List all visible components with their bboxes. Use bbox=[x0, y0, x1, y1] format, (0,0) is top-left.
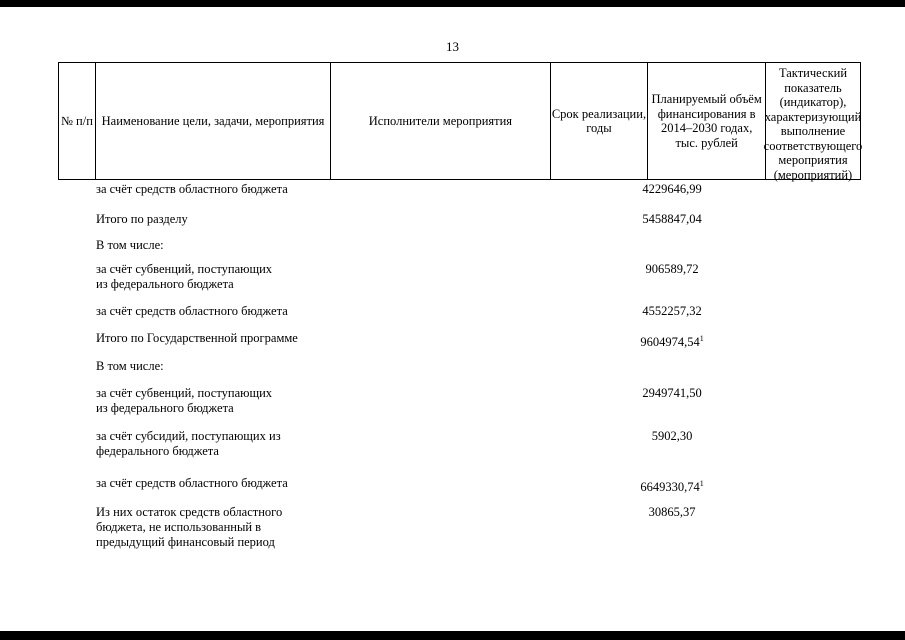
table-row bbox=[96, 262, 272, 292]
row-amount bbox=[627, 182, 717, 197]
table-row bbox=[96, 359, 164, 374]
row-label: за счёт средств областного бюджета bbox=[96, 182, 288, 196]
row-amount bbox=[627, 331, 717, 350]
row-amount-value: 5458847,04 bbox=[642, 212, 702, 226]
table-row bbox=[96, 238, 164, 253]
header-col-term-label: Срок реализации, годы bbox=[551, 106, 647, 135]
row-amount-value: 906589,72 bbox=[645, 262, 699, 276]
row-amount bbox=[627, 386, 717, 401]
row-amount bbox=[627, 262, 717, 277]
header-col-name-label: Наименование цели, задачи, мероприятия bbox=[101, 113, 325, 128]
row-label-line: за счёт субвенций, поступающих bbox=[96, 386, 273, 400]
row-label: Итого по Государственной программе bbox=[96, 331, 298, 345]
row-label-line: за счёт субсидий, поступающих из bbox=[96, 429, 281, 443]
header-col-number bbox=[59, 63, 96, 179]
row-amount-value: 4552257,32 bbox=[642, 304, 702, 318]
header-col-executors-label: Исполнители мероприятия bbox=[368, 113, 513, 128]
row-amount bbox=[627, 476, 717, 495]
header-col-indicator-label: Тактический показатель (индикатор), характеризующий выполнение соответствующего мероприятия (мероприятий) bbox=[763, 66, 863, 182]
table-row bbox=[96, 476, 288, 491]
header-col-term bbox=[551, 63, 649, 179]
row-amount-value: 4229646,99 bbox=[642, 182, 702, 196]
row-amount bbox=[627, 212, 717, 227]
table-row bbox=[96, 505, 282, 550]
row-amount bbox=[627, 304, 717, 319]
row-amount-value: 30865,37 bbox=[648, 505, 696, 519]
scan-top-border bbox=[0, 0, 905, 7]
table-row bbox=[96, 182, 288, 197]
header-col-finance bbox=[648, 63, 766, 179]
row-label-line: за счёт субвенций, поступающих bbox=[96, 262, 273, 276]
table-row bbox=[96, 429, 281, 459]
row-label-line: бюджета, не использованный в bbox=[96, 520, 262, 534]
row-label-line: из федерального бюджета bbox=[96, 401, 234, 415]
header-col-finance-label: Планируемый объём финансирования в 2014–2030 годах, тыс. рублей bbox=[651, 92, 762, 150]
row-amount bbox=[627, 505, 717, 520]
row-amount-value: 9604974,54 bbox=[640, 335, 700, 349]
row-amount bbox=[627, 429, 717, 444]
scan-bottom-border bbox=[0, 631, 905, 640]
table-row bbox=[96, 331, 298, 346]
row-amount-value: 2949741,50 bbox=[642, 386, 702, 400]
row-label: за счёт средств областного бюджета bbox=[96, 304, 288, 318]
header-col-executors bbox=[331, 63, 550, 179]
table-header bbox=[58, 62, 861, 180]
row-label: В том числе: bbox=[96, 359, 164, 373]
table-row bbox=[96, 304, 288, 319]
row-label: В том числе: bbox=[96, 238, 164, 252]
row-label: Итого по разделу bbox=[96, 212, 188, 226]
footnote-mark: 1 bbox=[699, 479, 704, 488]
footnote-mark: 1 bbox=[699, 334, 704, 343]
row-label-line: предыдущий финансовый период bbox=[96, 535, 275, 549]
table-row bbox=[96, 386, 272, 416]
header-col-indicator bbox=[763, 63, 863, 182]
row-label: за счёт средств областного бюджета bbox=[96, 476, 288, 490]
row-label-line: федерального бюджета bbox=[96, 444, 219, 458]
row-amount-value: 6649330,74 bbox=[640, 480, 700, 494]
header-col-name bbox=[96, 63, 331, 179]
page-number: 13 bbox=[446, 39, 459, 54]
table-row bbox=[96, 212, 188, 227]
row-label-line: Из них остаток средств областного bbox=[96, 505, 283, 519]
row-amount-value: 5902,30 bbox=[651, 429, 693, 443]
header-col-number-label: № п/п bbox=[60, 113, 93, 128]
row-label-line: из федерального бюджета bbox=[96, 277, 234, 291]
